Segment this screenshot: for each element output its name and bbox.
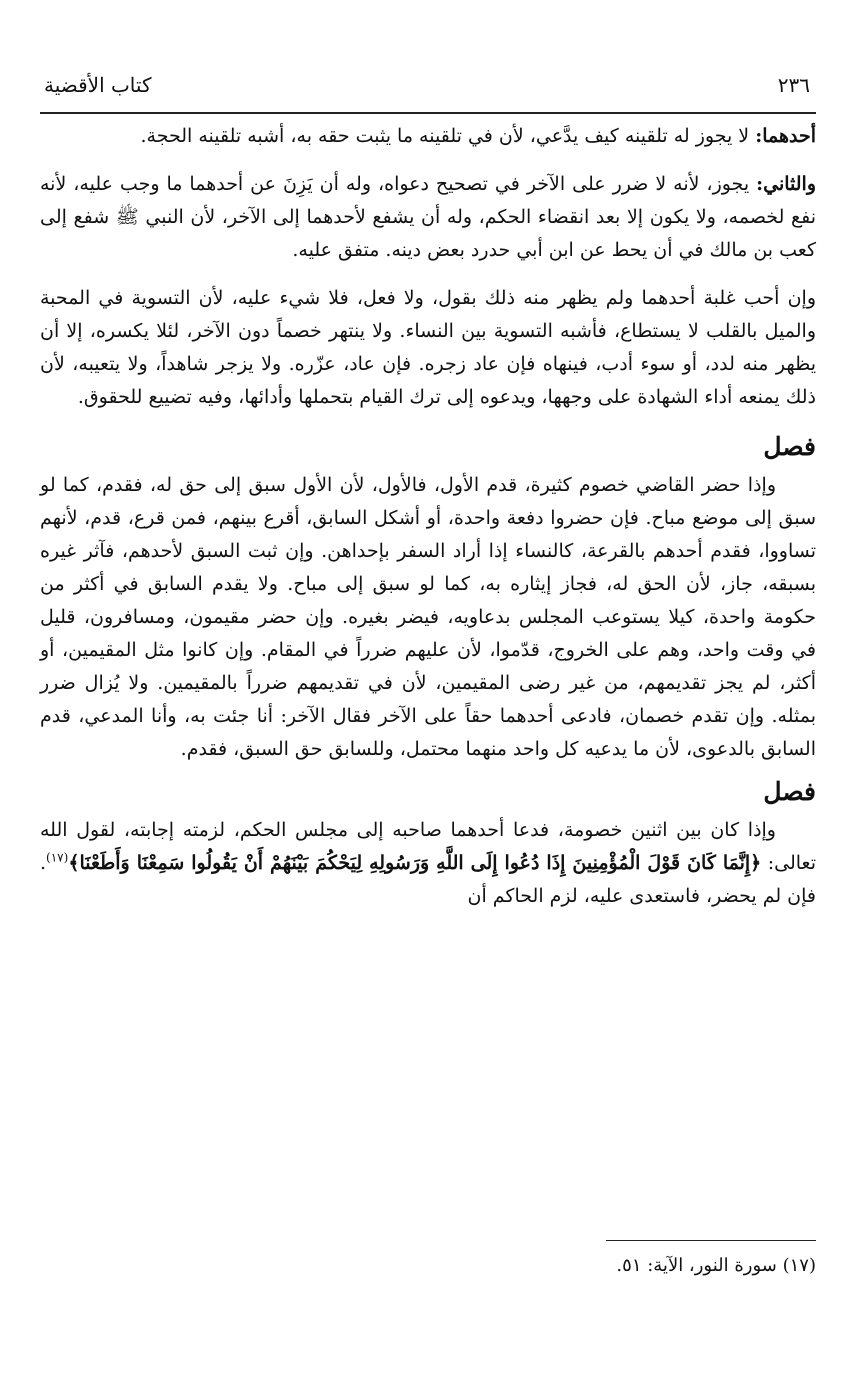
footnote-divider [606, 1240, 816, 1241]
paragraph-second-opinion [40, 168, 816, 267]
paragraph-lead: أحدهما: [755, 125, 816, 147]
running-head [40, 70, 816, 100]
paragraph-inclination: وإن أحب غلبة أحدهما ولم يظهر منه ذلك بقول، ولا فعل، فلا شيء عليه، لأن التسوية في المحبة والميل بالقلب لا يستطاع، فأشبه التسوية بين النساء. ولا ينتهر خصماً دون الآخر، لئلا يكسره، إلا أن يظهر منه لدد، أو سوء أدب، فينهاه فإن عاد زجره. فإن عاد، عزّره. ولا يزجر شاهداً، ولا يتعيبه، لأن ذلك يمنعه أداء الشهادة على وجهها، ويدعوه إلى ترك القيام بتحملها وأدائها، وفيه تضييع للحقوق. [40, 287, 816, 408]
page-number: ٢٣٦ [777, 73, 810, 97]
paragraph-text: وإذا كان بين اثنين خصومة، فدعا أحدهما صاحبه إلى مجلس الحكم، لزمته إجابته، لقول الله تعالى: [40, 819, 817, 874]
paragraph-text: . فإن لم يحضر، فاستعدى عليه، لزم الحاكم أن [40, 852, 816, 907]
paragraph-first-opinion [40, 120, 816, 153]
header-divider [40, 112, 816, 114]
footnote-reference[interactable]: (١٧) [46, 850, 69, 865]
paragraph-text: لا يجوز له تلقينه كيف يدَّعي، لأن في تلقينه ما يثبت حقه به، أشبه تلقينه الحجة. [140, 125, 756, 147]
paragraph-summons [40, 814, 816, 913]
book-page [40, 0, 816, 1378]
footnote: (١٧) سورة النور، الآية: ٥١. [616, 1255, 816, 1276]
quran-verse: ﴿إِنَّمَا كَانَ قَوْلَ الْمُؤْمِنِينَ إِذَا دُعُوا إِلَى اللَّهِ وَرَسُولِهِ لِيَحْكُمَ بَيْنَهُمْ أَنْ يَقُولُوا سَمِعْنَا وَأَطَعْنَا﴾ [68, 852, 762, 874]
paragraph-lead: والثاني: [756, 173, 816, 195]
paragraph-litigants-order: وإذا حضر القاضي خصوم كثيرة، قدم الأول، فالأول، لأن الأول سبق إلى حق له، فقدم، كما لو سبق إلى موضع مباح. فإن حضروا دفعة واحدة، أو أشكل السابق، أقرع بينهم، فمن قرع، قدم، لأنهم تساووا، فقدم أحدهم بالقرعة، كالنساء إذا أراد السفر بإحداهن. وإن ثبت السبق لأحدهم، فآثر غيره بسبقه، جاز، لأن الحق له، فجاز إيثاره به، كما لو سبق إلى مباح. ولا يقدم السابق في أكثر من حكومة واحدة، كيلا يستوعب المجلس بدعاويه، فيضر بغيره. وإن حضر مقيمون، ومسافرون، قليل في وقت واحد، وهم على الخروج، قدّموا، لأن عليهم ضرراً في المقام. وإن كانوا مثل المقيمين، أو أكثر، لم يجز تقديمهم، من غير رضى المقيمين، لأن في تقديمهم ضرراً بالمقيمين. ولا يُزال ضرر بمثله. وإن تقدم خصمان، فادعى أحدهما حقاً على الآخر فقال الآخر: أنا جئت به، وأنا المدعي، قدم السابق بالدعوى، لأن ما يدعيه كل واحد منهما محتمل، وللسابق حق السبق، فقدم. [40, 474, 816, 760]
main-text [40, 120, 816, 928]
book-title: كتاب الأقضية [44, 73, 152, 97]
paragraph-text: يجوز، لأنه لا ضرر على الآخر في تصحيح دعواه، وله أن يَزِنَ عن أحدهما ما وجب عليه، لأنه نفع لخصمه، ولا يكون إلا بعد انقضاء الحكم، وله أن يشفع لأحدهما إلى الآخر، لأن النبي ﷺ شفع إلى كعب بن مالك في أن يحط عن ابن أبي حدرد بعض دينه. متفق عليه. [40, 173, 816, 261]
section-heading: فصل [763, 777, 816, 806]
section-heading: فصل [763, 432, 816, 461]
